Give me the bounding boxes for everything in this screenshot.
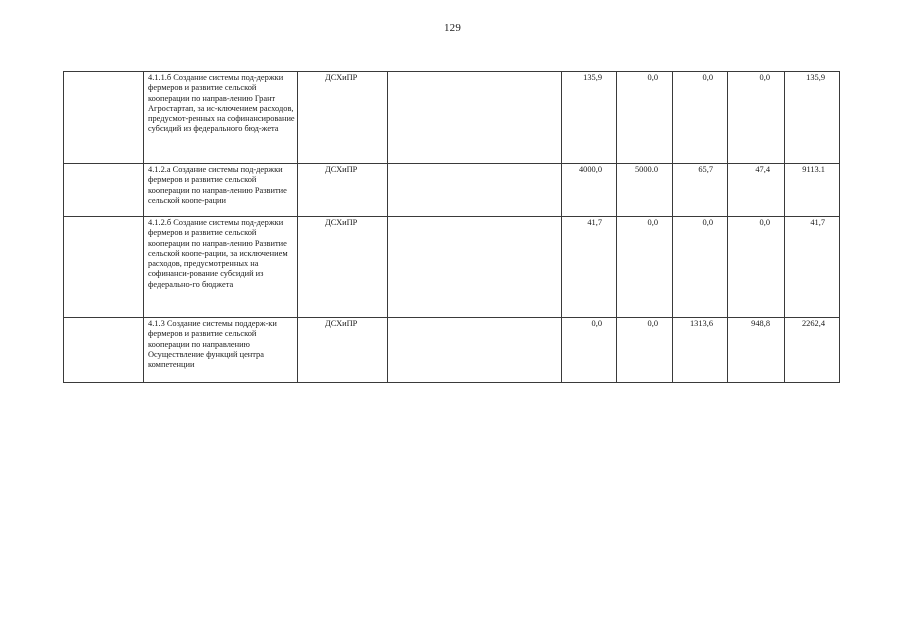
note-cell — [388, 164, 562, 217]
blank-cell — [64, 72, 144, 164]
executor-cell: ДСХиПР — [298, 217, 388, 318]
value-cell: 0,0 — [728, 217, 785, 318]
measure-name-cell: 4.1.2.а Создание системы под-держки фермеров и развитие сельской кооперации по направ-лению Развитие сельской коопе-рации — [144, 164, 298, 217]
value-cell: 948,8 — [728, 318, 785, 383]
page-number: 129 — [443, 22, 462, 34]
measure-name-cell: 4.1.2.б Создание системы под-держки фермеров и развитие сельской кооперации по направ-лению Развитие сельской коопе-рации, за исключением расходов, предусмотренных на софинанси-рование субсидий из федерально-го бюджета — [144, 217, 298, 318]
value-cell: 5000.0 — [617, 164, 673, 217]
value-cell: 0,0 — [617, 217, 673, 318]
note-cell — [388, 72, 562, 164]
value-cell: 1313,6 — [673, 318, 728, 383]
value-cell: 2262,4 — [785, 318, 840, 383]
note-cell — [388, 318, 562, 383]
table-row — [64, 217, 840, 318]
value-cell: 4000,0 — [562, 164, 617, 217]
value-cell: 9113.1 — [785, 164, 840, 217]
table-row — [64, 318, 840, 383]
value-cell: 65,7 — [673, 164, 728, 217]
value-cell: 41,7 — [785, 217, 840, 318]
table-row — [64, 164, 840, 217]
value-cell: 41,7 — [562, 217, 617, 318]
value-cell: 0,0 — [617, 318, 673, 383]
table-row — [64, 72, 840, 164]
note-cell — [388, 217, 562, 318]
blank-cell — [64, 217, 144, 318]
budget-table — [63, 71, 840, 383]
value-cell: 0,0 — [728, 72, 785, 164]
measure-name-cell: 4.1.1.б Создание системы под-держки фермеров и развитие сельской кооперации по направ-лению Грант Агростартап, за ис-ключением расходов, предусмот-ренных на софинансирование субсидий из федерального бюд-жета — [144, 72, 298, 164]
value-cell: 0,0 — [673, 217, 728, 318]
value-cell: 0,0 — [562, 318, 617, 383]
value-cell: 0,0 — [617, 72, 673, 164]
executor-cell: ДСХиПР — [298, 72, 388, 164]
value-cell: 47,4 — [728, 164, 785, 217]
measure-name-cell: 4.1.3 Создание системы поддерж-ки фермеров и развитие сельской кооперации по направлению Осуществление функций центра компетенции — [144, 318, 298, 383]
executor-cell: ДСХиПР — [298, 164, 388, 217]
blank-cell — [64, 318, 144, 383]
blank-cell — [64, 164, 144, 217]
executor-cell: ДСХиПР — [298, 318, 388, 383]
value-cell: 135,9 — [562, 72, 617, 164]
value-cell: 0,0 — [673, 72, 728, 164]
value-cell: 135,9 — [785, 72, 840, 164]
